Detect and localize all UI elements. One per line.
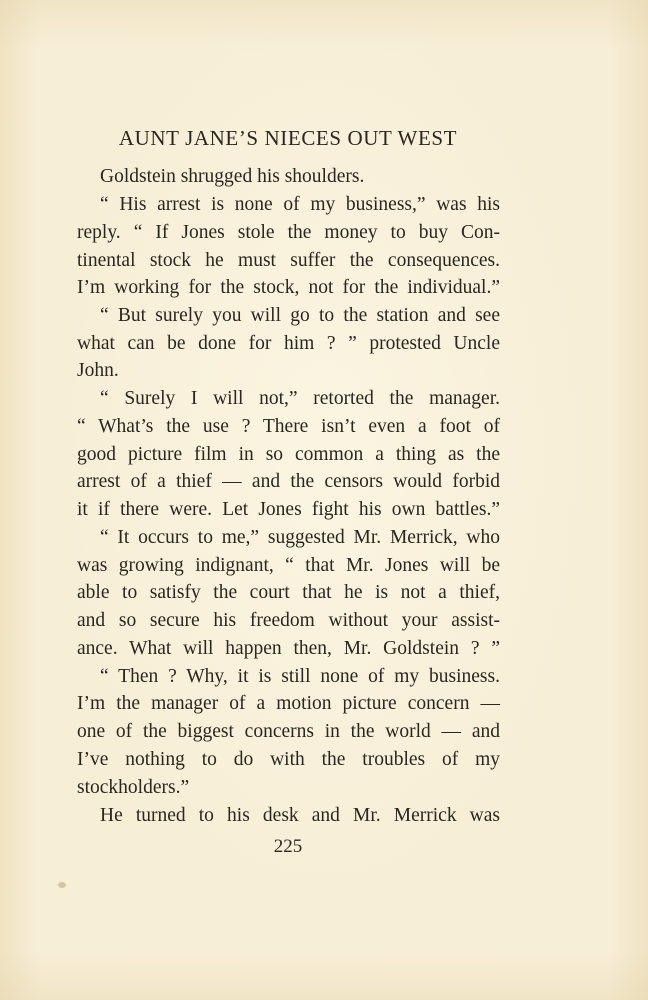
- text-line: arrest of a thief — and the censors would forbid: [77, 471, 500, 492]
- text-line: able to satisfy the court that he is not a thief,: [77, 582, 500, 603]
- text-line: what can be done for him ? ” protested Uncle: [77, 333, 500, 354]
- text-line: I’ve nothing to do with the troubles of my: [77, 749, 500, 770]
- text-line: Goldstein shrugged his shoulders.: [100, 166, 365, 187]
- text-line: John.: [77, 360, 119, 381]
- text-line: and so secure his freedom without your assist-: [77, 610, 500, 631]
- text-line: He turned to his desk and Mr. Merrick was: [100, 805, 500, 826]
- text-line: ance. What will happen then, Mr. Goldstein ? ”: [77, 638, 500, 659]
- paper-speck: [58, 882, 66, 888]
- text-line: “ What’s the use ? There isn’t even a foot of: [77, 416, 500, 437]
- text-line: it if there were. Let Jones fight his own battles.”: [77, 499, 500, 520]
- text-line: one of the biggest concerns in the world — and: [77, 721, 500, 742]
- text-line: stockholders.”: [77, 777, 190, 798]
- text-line: “ His arrest is none of my business,” was his: [100, 194, 500, 215]
- text-line: “ Surely I will not,” retorted the manager.: [100, 388, 500, 409]
- text-line: good picture film in so common a thing as the: [77, 444, 500, 465]
- text-line: “ It occurs to me,” suggested Mr. Merrick, who: [100, 527, 500, 548]
- page-number: 225: [273, 836, 303, 857]
- text-line: reply. “ If Jones stole the money to buy Con-: [77, 222, 500, 243]
- text-line: “ Then ? Why, it is still none of my business.: [100, 666, 500, 687]
- text-line: I’m the manager of a motion picture concern —: [77, 693, 500, 714]
- text-line: I’m working for the stock, not for the individual.”: [77, 277, 500, 298]
- running-head: AUNT JANE’S NIECES OUT WEST: [118, 126, 458, 150]
- text-line: “ But surely you will go to the station and see: [100, 305, 500, 326]
- text-line: tinental stock he must suffer the consequences.: [77, 250, 500, 271]
- text-line: was growing indignant, “ that Mr. Jones will be: [77, 555, 500, 576]
